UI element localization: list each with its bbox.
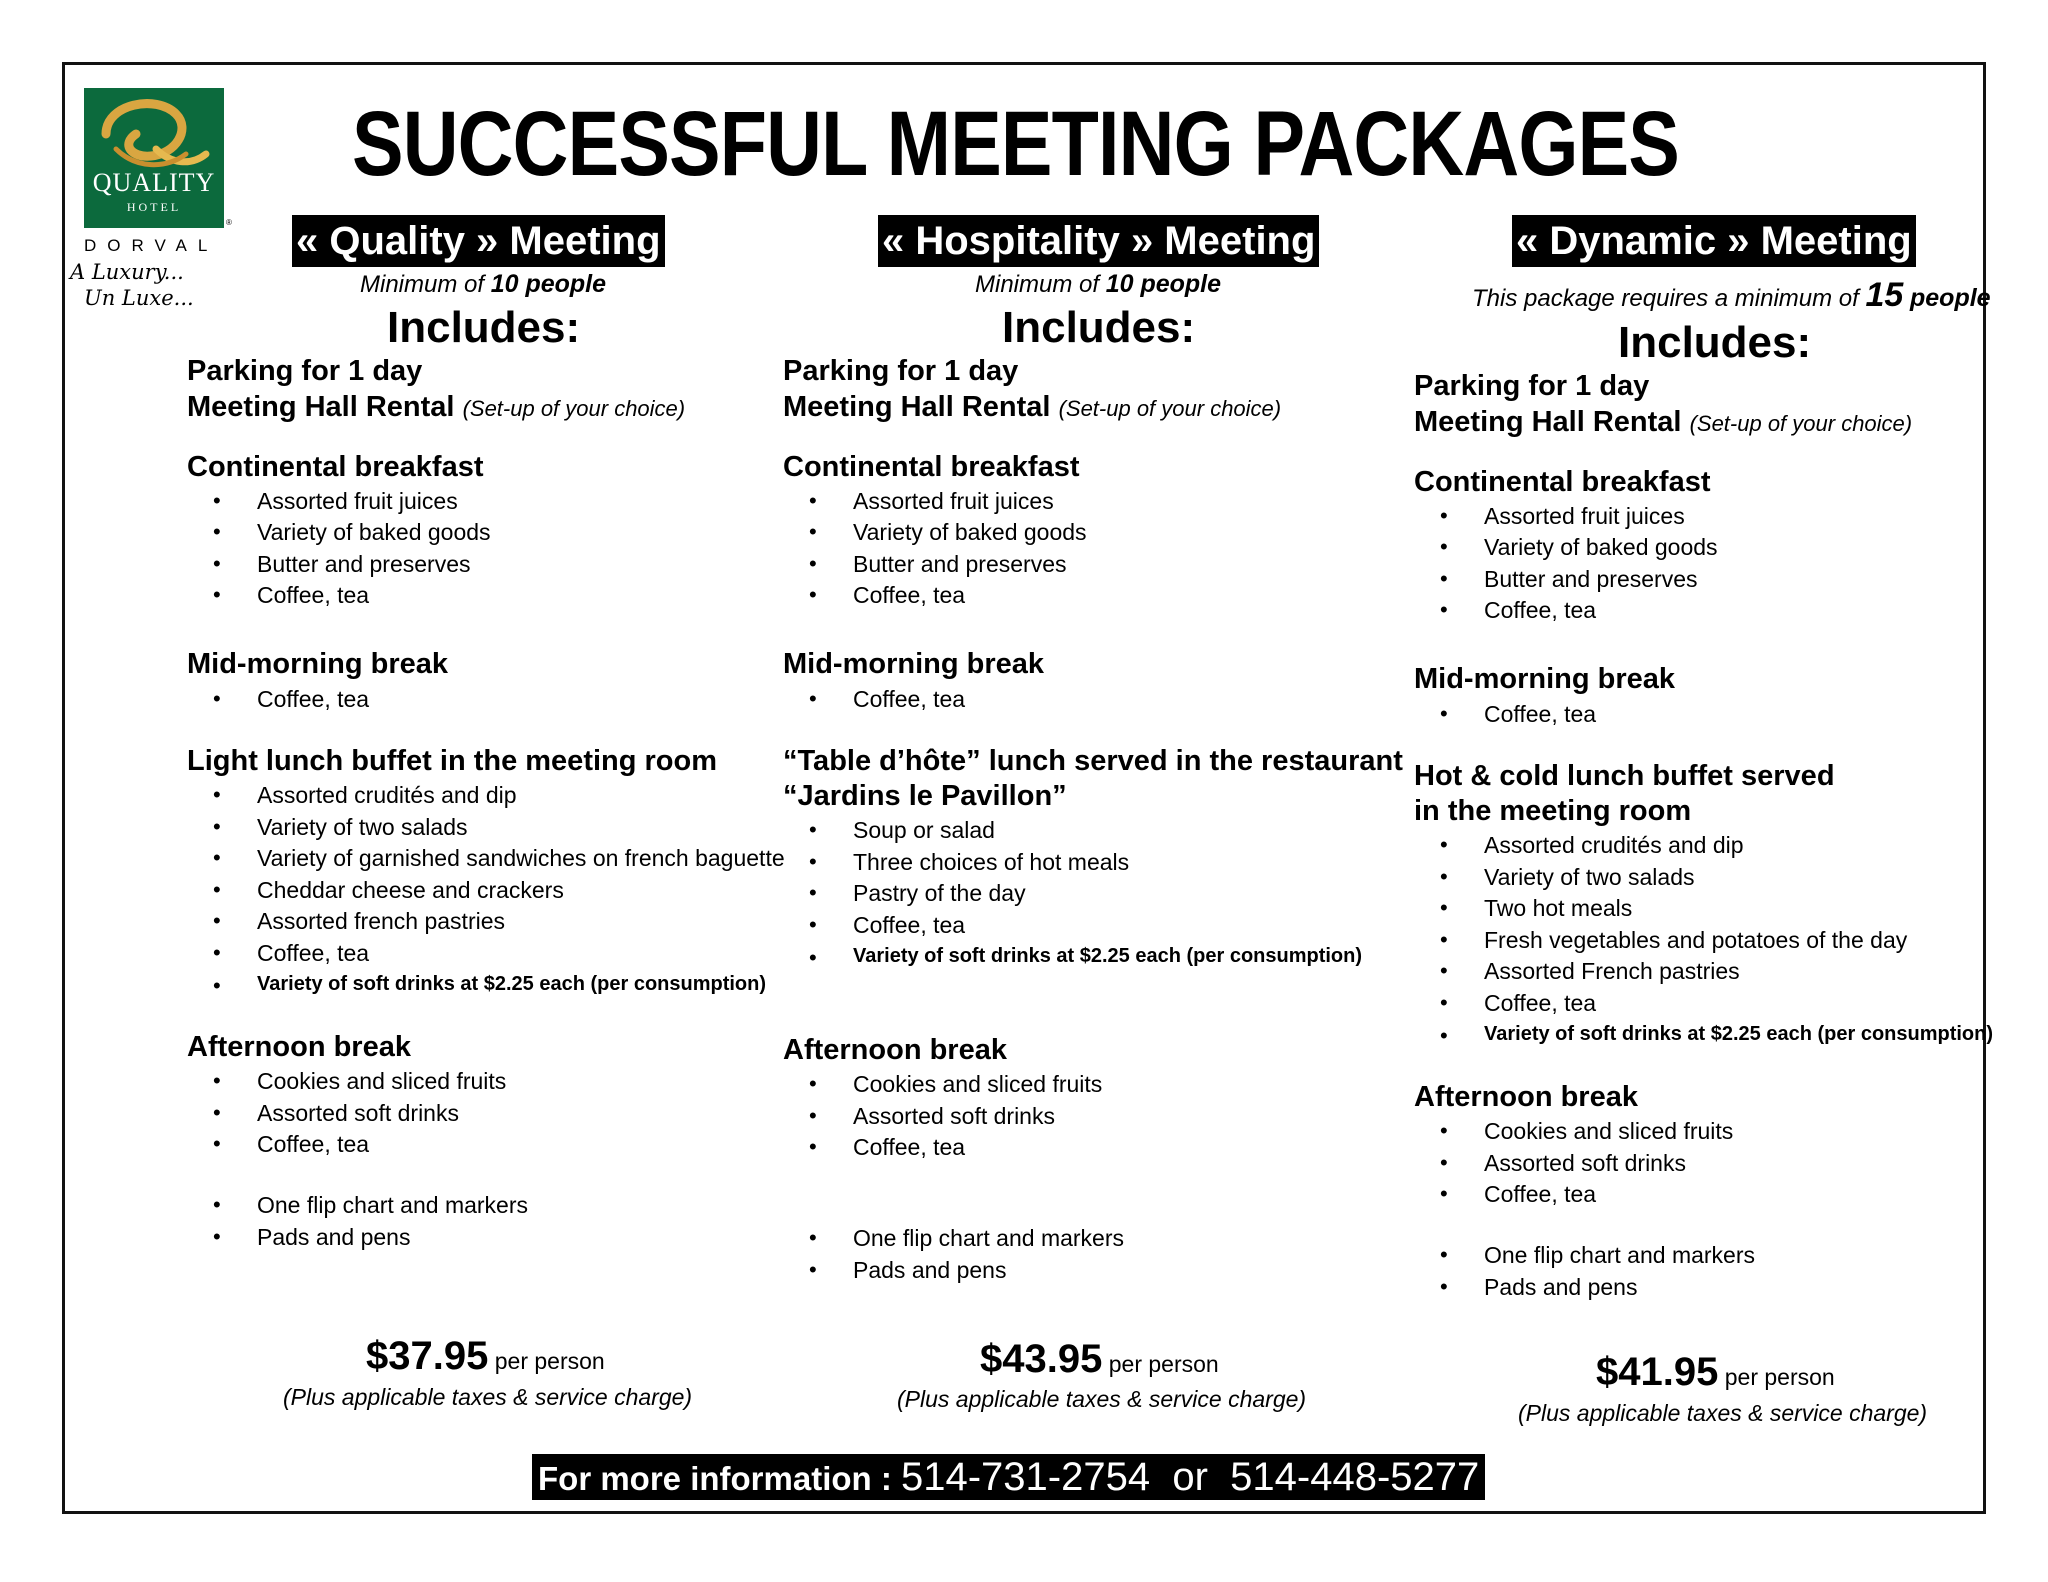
breakfast-title: Continental breakfast: [783, 451, 1080, 483]
list-item: • Coffee, tea: [1484, 990, 1596, 1017]
list-item: • Assorted french pastries: [257, 908, 505, 935]
list-item: • Cheddar cheese and crackers: [257, 877, 564, 904]
list-item: • Cookies and sliced fruits: [853, 1071, 1102, 1098]
list-item: • Coffee, tea: [853, 912, 965, 939]
list-item: • Variety of two salads: [257, 814, 468, 841]
lunch-title-restaurant: “Jardins le Pavillon”: [783, 780, 1067, 812]
list-item: • Assorted crudités and dip: [257, 782, 517, 809]
breakfast-title: Continental breakfast: [1414, 466, 1711, 498]
logo-tagline-fr: Un Luxe...: [84, 286, 194, 310]
logo-tagline-en: A Luxury...: [70, 260, 184, 284]
list-item: • Two hot meals: [1484, 895, 1632, 922]
list-item: • Assorted fruit juices: [257, 488, 458, 515]
registered-mark-icon: ®: [226, 218, 232, 227]
includes-heading: Includes:: [1002, 303, 1196, 352]
package-price: $41.95 per person: [1596, 1350, 1835, 1394]
lunch-title: “Table d’hôte” lunch served in the restaurant: [783, 745, 1403, 777]
list-item: • Butter and preserves: [853, 551, 1067, 578]
list-item: • Assorted fruit juices: [1484, 503, 1685, 530]
lunch-title: Hot & cold lunch buffet served: [1414, 760, 1835, 792]
swirl-icon: [96, 94, 212, 172]
hall-item: Meeting Hall Rental (Set-up of your choice): [1414, 406, 1913, 438]
break-title: Mid-morning break: [783, 648, 1045, 680]
package-price: $37.95 per person: [366, 1334, 605, 1378]
list-item: • Coffee, tea: [853, 582, 965, 609]
list-item: • Cookies and sliced fruits: [1484, 1118, 1733, 1145]
tax-note: (Plus applicable taxes & service charge): [897, 1386, 1307, 1412]
list-item: • Butter and preserves: [1484, 566, 1698, 593]
list-item-drinks: • Variety of soft drinks at $2.25 each (per consumption): [853, 945, 1362, 968]
parking-item: Parking for 1 day: [187, 355, 423, 387]
list-item: • Coffee, tea: [1484, 597, 1596, 624]
package-minimum: Minimum of 10 people: [360, 270, 607, 298]
list-item: • Variety of garnished sandwiches on french baguette: [257, 845, 785, 872]
list-item: • Coffee, tea: [853, 1134, 965, 1161]
contact-phone-1[interactable]: 514-731-2754: [901, 1455, 1151, 1499]
parking-item: Parking for 1 day: [1414, 370, 1650, 402]
list-item: • Coffee, tea: [257, 1131, 369, 1158]
list-item-drinks: • Variety of soft drinks at $2.25 each (per consumption): [1484, 1023, 1993, 1046]
list-item: • Butter and preserves: [257, 551, 471, 578]
list-item: • Coffee, tea: [1484, 1181, 1596, 1208]
tax-note: (Plus applicable taxes & service charge): [1518, 1400, 1928, 1426]
afternoon-title: Afternoon break: [187, 1031, 411, 1063]
list-item: • Coffee, tea: [257, 582, 369, 609]
list-item: • Variety of baked goods: [257, 519, 491, 546]
list-item: • Coffee, tea: [257, 686, 369, 713]
list-item: • Pastry of the day: [853, 880, 1026, 907]
break-title: Mid-morning break: [1414, 663, 1676, 695]
list-item: • Variety of two salads: [1484, 864, 1695, 891]
parking-item: Parking for 1 day: [783, 355, 1019, 387]
logo-brand: QUALITY: [92, 168, 216, 197]
list-item: • Pads and pens: [853, 1257, 1006, 1284]
logo-location: DORVAL: [84, 236, 219, 255]
package-price: $43.95 per person: [980, 1337, 1219, 1381]
list-item: • One flip chart and markers: [853, 1225, 1124, 1252]
lunch-title: Light lunch buffet in the meeting room: [187, 745, 718, 777]
list-item: • Assorted soft drinks: [1484, 1150, 1686, 1177]
tax-note: (Plus applicable taxes & service charge): [283, 1384, 693, 1410]
list-item: • Assorted French pastries: [1484, 958, 1740, 985]
list-item: • Variety of baked goods: [1484, 534, 1718, 561]
contact-phone-2[interactable]: 514-448-5277: [1230, 1455, 1480, 1499]
contact-banner: [532, 1454, 1485, 1500]
page-title: SUCCESSFUL MEETING PACKAGES: [352, 93, 1680, 195]
list-item: • One flip chart and markers: [1484, 1242, 1755, 1269]
list-item: • Variety of baked goods: [853, 519, 1087, 546]
list-item: • Cookies and sliced fruits: [257, 1068, 506, 1095]
list-item: • Fresh vegetables and potatoes of the day: [1484, 927, 1907, 954]
package-title: « Dynamic » Meeting: [1512, 215, 1916, 267]
hall-item: Meeting Hall Rental (Set-up of your choice): [187, 391, 686, 423]
breakfast-title: Continental breakfast: [187, 451, 484, 483]
contact-label: For more information :: [538, 1460, 901, 1497]
afternoon-title: Afternoon break: [783, 1034, 1007, 1066]
list-item: • One flip chart and markers: [257, 1192, 528, 1219]
list-item: • Coffee, tea: [257, 940, 369, 967]
package-title: « Quality » Meeting: [292, 215, 665, 267]
includes-heading: Includes:: [1618, 318, 1812, 367]
list-item: • Assorted soft drinks: [257, 1100, 459, 1127]
list-item-drinks: • Variety of soft drinks at $2.25 each (per consumption): [257, 973, 766, 996]
list-item: • Pads and pens: [1484, 1274, 1637, 1301]
logo-sub: HOTEL: [126, 200, 182, 214]
hall-item: Meeting Hall Rental (Set-up of your choice): [783, 391, 1282, 423]
package-minimum: This package requires a minimum of 15 people: [1472, 276, 1991, 314]
list-item: • Assorted crudités and dip: [1484, 832, 1744, 859]
package-minimum: Minimum of 10 people: [975, 270, 1222, 298]
list-item: • Coffee, tea: [1484, 701, 1596, 728]
package-title: « Hospitality » Meeting: [878, 215, 1319, 267]
break-title: Mid-morning break: [187, 648, 449, 680]
logo-emblem: [84, 88, 224, 228]
lunch-title-room: in the meeting room: [1414, 795, 1692, 827]
list-item: • Assorted soft drinks: [853, 1103, 1055, 1130]
list-item: • Soup or salad: [853, 817, 995, 844]
list-item: • Pads and pens: [257, 1224, 410, 1251]
afternoon-title: Afternoon break: [1414, 1081, 1638, 1113]
list-item: • Coffee, tea: [853, 686, 965, 713]
includes-heading: Includes:: [387, 303, 581, 352]
list-item: • Three choices of hot meals: [853, 849, 1129, 876]
list-item: • Assorted fruit juices: [853, 488, 1054, 515]
contact-separator: or: [1150, 1455, 1231, 1499]
